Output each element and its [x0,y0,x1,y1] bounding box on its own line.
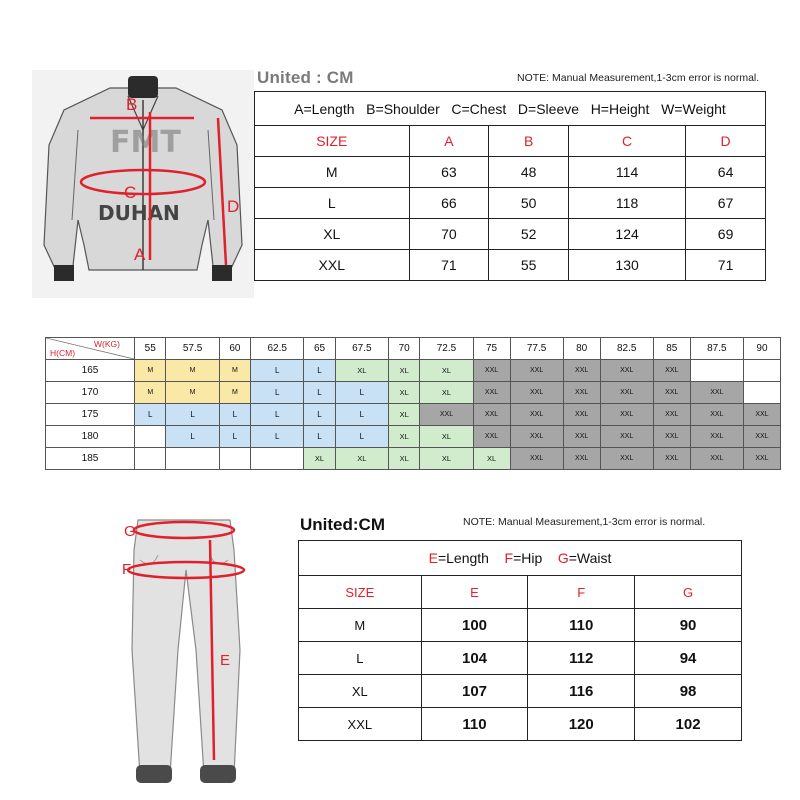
pants-cell: M [299,609,422,642]
jacket-row [255,250,766,281]
size-cell: XXL [690,448,743,470]
pants-row [299,708,742,741]
size-cell [219,448,250,470]
size-cell: XL [420,426,473,448]
height-label: 185 [46,448,135,470]
size-cell: XXL [563,404,600,426]
size-cell: M [166,382,219,404]
size-cell: L [304,404,335,426]
size-cell: XL [473,448,510,470]
size-cell [743,360,780,382]
jacket-cell: 118 [569,188,686,219]
weight-header: 75 [473,338,510,360]
svg-text:FMT: FMT [110,125,181,160]
pants-header-e: E [421,576,528,609]
weight-axis-label: W(KG) [94,339,120,349]
jacket-cell: 50 [489,188,569,219]
weight-header: 82.5 [600,338,653,360]
legend-f: =Hip [513,550,543,566]
pants-cell: XXL [299,708,422,741]
weight-header: 85 [653,338,690,360]
jacket-cell: XL [255,219,410,250]
weight-chart-row [46,448,781,470]
weight-header: 65 [304,338,335,360]
legend-g: =Waist [568,550,612,566]
size-cell: XL [388,382,419,404]
size-cell: XL [304,448,335,470]
jacket-cell: 55 [489,250,569,281]
size-cell: XXL [653,404,690,426]
height-axis-label: H(CM) [50,348,76,358]
size-cell: XXL [420,404,473,426]
jacket-legend: A=Length B=Shoulder C=Chest D=Sleeve H=Height W=Weight [255,92,766,126]
pants-cell: 102 [635,708,742,741]
weight-header: 90 [743,338,780,360]
size-cell: XXL [690,426,743,448]
size-cell: XXL [510,426,563,448]
size-cell [690,360,743,382]
pants-cell: 110 [528,609,635,642]
size-cell: XXL [653,382,690,404]
size-cell: L [335,404,388,426]
weight-header: 72.5 [420,338,473,360]
pants-row [299,609,742,642]
size-cell: XXL [473,426,510,448]
size-cell: XXL [563,448,600,470]
weight-chart-row [46,404,781,426]
size-cell: XXL [473,360,510,382]
jacket-cell: 70 [409,219,489,250]
jacket-figure [32,70,254,298]
pants-cell: 104 [421,642,528,675]
size-cell: XL [388,360,419,382]
height-label: 175 [46,404,135,426]
size-cell: XL [420,448,473,470]
size-cell: XXL [510,360,563,382]
size-cell [135,426,166,448]
letter-g: G [124,523,136,540]
letter-b: B [126,95,138,114]
pants-cell: 90 [635,609,742,642]
size-cell [135,448,166,470]
pants-cell: XL [299,675,422,708]
jacket-note: NOTE: Manual Measurement,1-3cm error is normal. [517,72,760,84]
size-cell: M [219,382,250,404]
size-cell: L [251,382,304,404]
jacket-header-d: D [686,126,766,157]
size-cell: XL [388,448,419,470]
size-cell: L [251,404,304,426]
jacket-cell: 64 [686,157,766,188]
letter-a: A [134,245,146,264]
size-cell [166,448,219,470]
jacket-cell: 71 [686,250,766,281]
pants-cell: 110 [421,708,528,741]
height-label: 170 [46,382,135,404]
letter-e: E [220,652,231,669]
weight-header: 62.5 [251,338,304,360]
size-cell: L [304,426,335,448]
size-cell: XXL [600,404,653,426]
size-cell: L [166,426,219,448]
size-cell: XXL [563,426,600,448]
weight-header: 67.5 [335,338,388,360]
jacket-cell: 52 [489,219,569,250]
size-cell: L [166,404,219,426]
size-cell: XXL [653,426,690,448]
pants-header-g: G [635,576,742,609]
size-cell: XXL [563,360,600,382]
size-cell [251,448,304,470]
size-cell: L [335,426,388,448]
pants-size-table [298,540,742,741]
jacket-cell: 48 [489,157,569,188]
size-cell: XXL [743,404,780,426]
letter-c: C [124,183,137,202]
size-cell: L [335,382,388,404]
size-cell: XL [420,360,473,382]
jacket-cell: 114 [569,157,686,188]
jacket-row [255,219,766,250]
size-cell: XL [335,360,388,382]
jacket-cell: 66 [409,188,489,219]
pants-cell: 100 [421,609,528,642]
height-label: 180 [46,426,135,448]
size-cell [743,382,780,404]
jacket-cell: XXL [255,250,410,281]
weight-header: 80 [563,338,600,360]
size-cell: XXL [600,448,653,470]
letter-f: F [122,561,132,578]
pants-header-size: SIZE [299,576,422,609]
pants-legend: E=Length F=Hip G=Waist [299,541,742,576]
weight-header: 87.5 [690,338,743,360]
weight-header: 77.5 [510,338,563,360]
jacket-row [255,188,766,219]
size-cell: L [219,404,250,426]
size-cell: M [219,360,250,382]
size-cell: XXL [510,448,563,470]
jacket-cell: M [255,157,410,188]
size-cell: XXL [690,382,743,404]
weight-chart-row [46,382,781,404]
legend-e-letter: E [428,550,438,566]
weight-chart-row [46,360,781,382]
pants-row [299,675,742,708]
size-cell: L [135,404,166,426]
size-cell: L [251,426,304,448]
pants-cell: 107 [421,675,528,708]
pants-header-f: F [528,576,635,609]
jacket-cell: 63 [409,157,489,188]
pants-row [299,642,742,675]
jacket-cell: 130 [569,250,686,281]
jacket-header-b: B [489,126,569,157]
size-cell: XXL [473,382,510,404]
pants-unit-title: United:CM [300,515,385,534]
jacket-unit-title: United : CM [257,68,354,87]
size-cell: XXL [563,382,600,404]
size-cell: XXL [653,448,690,470]
weight-header: 55 [135,338,166,360]
size-cell: XXL [473,404,510,426]
height-label: 165 [46,360,135,382]
size-cell: L [304,360,335,382]
legend-e: =Length [437,550,489,566]
pants-cell: 112 [528,642,635,675]
size-cell: XL [420,382,473,404]
jacket-cell: L [255,188,410,219]
size-cell: XXL [653,360,690,382]
size-cell: XL [388,426,419,448]
pants-note: NOTE: Manual Measurement,1-3cm error is normal. [463,516,706,528]
weight-header: 60 [219,338,250,360]
size-cell: L [251,360,304,382]
weight-chart-row [46,426,781,448]
size-cell: XXL [600,360,653,382]
pants-cell: 98 [635,675,742,708]
size-cell: L [219,426,250,448]
size-cell: XL [335,448,388,470]
chart-corner [46,338,135,360]
size-cell: XXL [690,404,743,426]
jacket-print-text: DUHAN [98,201,180,225]
jacket-cell: 124 [569,219,686,250]
jacket-cell: 69 [686,219,766,250]
jacket-row [255,157,766,188]
size-cell: L [304,382,335,404]
size-cell: XXL [510,382,563,404]
pants-cell: 120 [528,708,635,741]
size-cell: XXL [743,448,780,470]
weight-height-chart [45,337,781,470]
pants-cell: L [299,642,422,675]
size-cell: XXL [600,382,653,404]
jacket-header-a: A [409,126,489,157]
jacket-cell: 71 [409,250,489,281]
pants-cell: 94 [635,642,742,675]
size-cell: XXL [600,426,653,448]
size-cell: XXL [743,426,780,448]
size-cell: M [135,360,166,382]
jacket-header-c: C [569,126,686,157]
jacket-size-table [254,91,766,281]
weight-header: 70 [388,338,419,360]
size-cell: M [135,382,166,404]
jacket-cell: 67 [686,188,766,219]
weight-header: 57.5 [166,338,219,360]
size-cell: XL [388,404,419,426]
letter-d: D [227,197,240,216]
pants-cell: 116 [528,675,635,708]
size-cell: M [166,360,219,382]
jacket-header-size: SIZE [255,126,410,157]
size-cell: XXL [510,404,563,426]
pants-figure [100,510,270,790]
